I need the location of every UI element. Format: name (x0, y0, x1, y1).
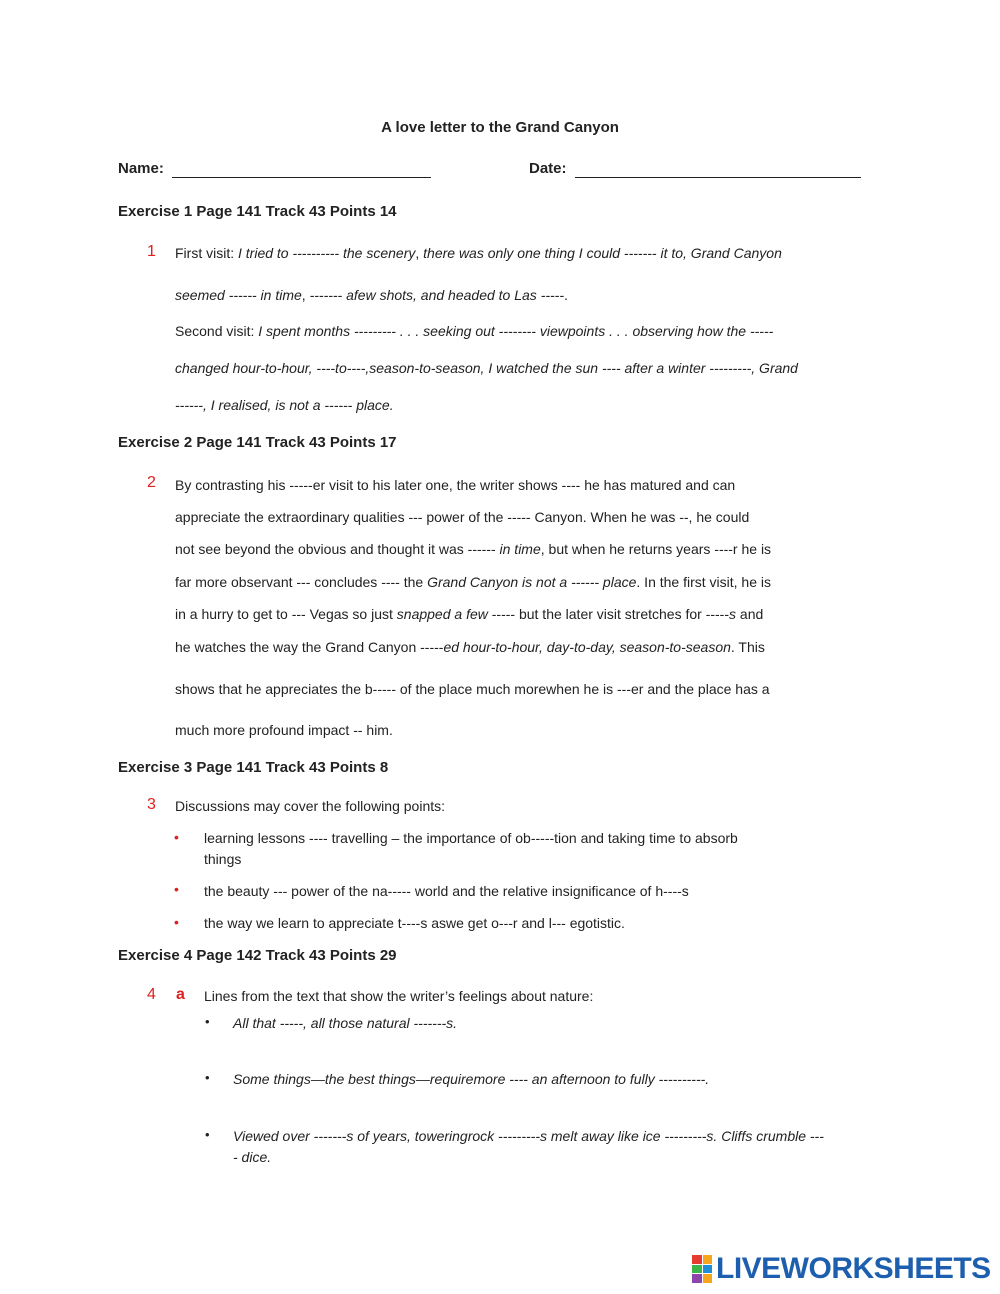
exercise-1-line-1: First visit: I tried to ---------- the scenery, there was only one thing I could ------- it to, Grand Canyon (175, 245, 782, 261)
liveworksheets-logo (692, 1252, 991, 1286)
exercise-1-line-2: seemed ------ in time, ------- afew shots, and headed to Las -----. (175, 287, 568, 303)
exercise-4-heading: Exercise 4 Page 142 Track 43 Points 29 (118, 947, 397, 964)
bullet-icon: • (174, 914, 179, 930)
name-field-line[interactable] (172, 177, 431, 178)
exercise-3-point-1-line-2: things (204, 851, 242, 867)
exercise-2-line-5: in a hurry to get to --- Vegas so just snapped a few ----- but the later visit stretches for -----s and (175, 606, 764, 622)
exercise-3-point-2: the beauty --- power of the na----- world and the relative insignificance of h----s (204, 883, 689, 899)
exercise-4-quote-3-line-1: Viewed over -------s of years, toweringrock ---------s melt away like ice ---------s. Cliffs crumble --- (233, 1128, 824, 1144)
exercise-4-intro: Lines from the text that show the writer’s feelings about nature: (204, 988, 594, 1004)
exercise-2-line-6: he watches the way the Grand Canyon -----ed hour-to-hour, day-to-day, season-to-season. This (175, 639, 765, 655)
exercise-4-quote-2: Some things—the best things—requiremore ---- an afternoon to fully ----------. (233, 1071, 710, 1087)
exercise-2-line-7: shows that he appreciates the b----- of the place much morewhen he is ---er and the place has a (175, 681, 770, 697)
exercise-4-part-letter: a (176, 986, 185, 1003)
page-title: A love letter to the Grand Canyon (381, 119, 619, 136)
exercise-3-point-3: the way we learn to appreciate t----s aswe get o---r and l--- egotistic. (204, 915, 625, 931)
exercise-2-heading: Exercise 2 Page 141 Track 43 Points 17 (118, 434, 397, 451)
bullet-icon: • (174, 829, 179, 845)
exercise-4-number: 4 (147, 986, 156, 1003)
exercise-2-line-8: much more profound impact -- him. (175, 722, 393, 738)
exercise-1-heading: Exercise 1 Page 141 Track 43 Points 14 (118, 203, 397, 220)
exercise-1-number: 1 (147, 243, 156, 260)
bullet-icon: • (205, 1127, 210, 1142)
exercise-1-line-5: ------, I realised, is not a ------ place. (175, 397, 394, 413)
exercise-1-line-3: Second visit: I spent months --------- . . . seeking out -------- viewpoints . . . observing how the ----- (175, 323, 774, 339)
name-label: Name: (118, 160, 164, 177)
exercise-2-number: 2 (147, 474, 156, 491)
exercise-4-quote-3-line-2: - dice. (233, 1149, 272, 1165)
exercise-1-line-4: changed hour-to-hour, ----to----,season-to-season, I watched the sun ---- after a winter ---------, Grand (175, 360, 798, 376)
bullet-icon: • (205, 1070, 210, 1085)
logo-text: LIVEWORKSHEETS (716, 1252, 991, 1285)
exercise-4-quote-1: All that -----, all those natural -------s. (233, 1015, 458, 1031)
exercise-3-point-1-line-1: learning lessons ---- travelling – the importance of ob-----tion and taking time to absorb (204, 830, 738, 846)
exercise-3-number: 3 (147, 796, 156, 813)
logo-mark-icon (692, 1255, 712, 1283)
bullet-icon: • (205, 1014, 210, 1029)
exercise-2-line-1: By contrasting his -----er visit to his later one, the writer shows ---- he has matured and can (175, 477, 736, 493)
exercise-2-line-2: appreciate the extraordinary qualities --- power of the ----- Canyon. When he was --, he could (175, 509, 750, 525)
date-label: Date: (529, 160, 567, 177)
exercise-3-heading: Exercise 3 Page 141 Track 43 Points 8 (118, 759, 389, 776)
exercise-2-line-4: far more observant --- concludes ---- the Grand Canyon is not a ------ place. In the first visit, he is (175, 574, 772, 590)
date-field-line[interactable] (575, 177, 861, 178)
exercise-3-intro: Discussions may cover the following points: (175, 798, 446, 814)
bullet-icon: • (174, 881, 179, 897)
exercise-2-line-3: not see beyond the obvious and thought it was ------ in time, but when he returns years ----r he is (175, 541, 772, 557)
